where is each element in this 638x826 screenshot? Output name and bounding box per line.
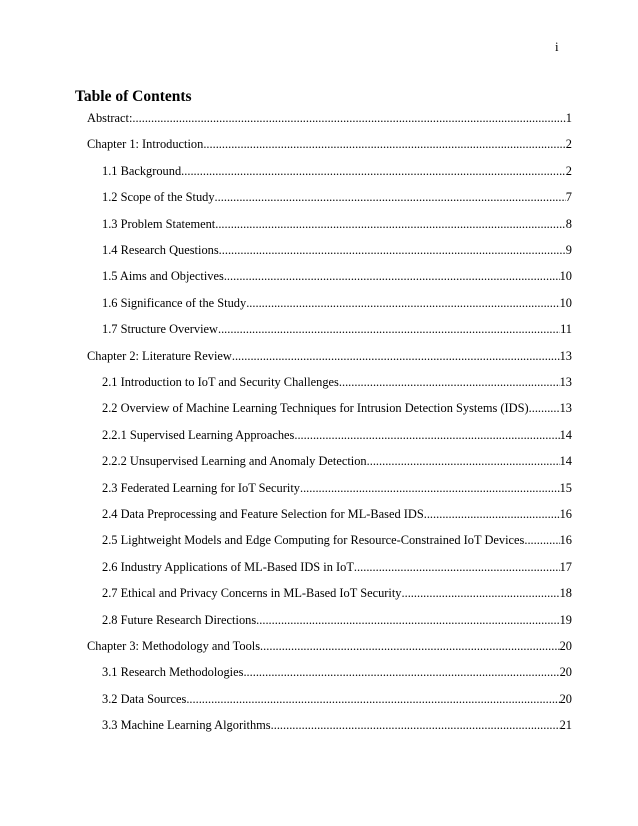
toc-dot-leader: [181, 162, 566, 180]
toc-entry-label: 2.4 Data Preprocessing and Feature Selection for ML-Based IDS: [102, 507, 424, 521]
toc-entry-page-number: 10: [559, 269, 572, 284]
toc-entry-page-number: 13: [559, 401, 572, 416]
toc-entry[interactable]: [102, 373, 572, 391]
toc-entry-page-number: 11: [560, 322, 572, 337]
toc-dot-leader: [218, 320, 560, 338]
toc-entry[interactable]: [102, 399, 572, 417]
toc-dot-leader: [354, 558, 560, 576]
toc-title: Table of Contents: [75, 88, 192, 105]
toc-entry-page-number: 21: [559, 718, 572, 733]
toc-entry-label: 1.2 Scope of the Study: [102, 190, 215, 205]
toc-entry-label: 2.7 Ethical and Privacy Concerns in ML-Based IoT Security: [102, 586, 402, 601]
toc-entry[interactable]: [102, 294, 572, 312]
toc-entry-page-number: 17: [559, 559, 572, 574]
toc-entry-label: 2.2.1 Supervised Learning Approaches: [102, 427, 295, 442]
toc-entry-page-number: 19: [559, 612, 572, 627]
toc-entry-label: 1.7 Structure Overview: [102, 322, 218, 337]
toc-dot-leader: [232, 347, 560, 365]
toc-dot-leader: [271, 716, 560, 734]
toc-dot-leader: [203, 135, 565, 153]
toc-entry-page-number: 20: [559, 639, 572, 653]
toc-entry-page-number: 1: [565, 111, 572, 125]
toc-entry-page-number: 18: [559, 586, 572, 601]
toc-entry[interactable]: [102, 690, 572, 708]
toc-entry-page-number: 16: [559, 507, 572, 521]
toc-dot-leader: [529, 399, 560, 417]
toc-entry-page-number: 14: [559, 454, 572, 469]
toc-entry-label: 1.6 Significance of the Study: [102, 295, 247, 310]
toc-entry-page-number: 15: [559, 480, 572, 495]
toc-dot-leader: [256, 611, 559, 629]
toc-entry-label: 3.3 Machine Learning Algorithms: [102, 718, 271, 733]
toc-entry[interactable]: [102, 215, 572, 233]
toc-dot-leader: [224, 267, 560, 285]
toc-entry[interactable]: [102, 584, 572, 602]
toc-entry-page-number: 2: [565, 163, 572, 178]
toc-entry[interactable]: [102, 479, 572, 497]
toc-dot-leader: [339, 373, 560, 391]
toc-entry-page-number: 7: [565, 190, 572, 205]
toc-entry-label: Chapter 2: Literature Review: [87, 348, 232, 363]
toc-dot-leader: [402, 584, 560, 602]
toc-dot-leader: [294, 426, 559, 444]
page-number: i: [555, 39, 559, 54]
toc-entry[interactable]: [102, 611, 572, 629]
toc-entry-page-number: 2: [565, 137, 572, 152]
toc-dot-leader: [260, 637, 560, 655]
toc-entry-page-number: 13: [559, 375, 572, 389]
toc-dot-leader: [132, 109, 565, 127]
toc-dot-leader: [215, 188, 566, 206]
toc-entry[interactable]: [102, 188, 572, 206]
toc-entry-label: 2.8 Future Research Directions: [102, 612, 257, 627]
toc-entry[interactable]: [102, 452, 572, 470]
toc-entry[interactable]: [102, 663, 572, 681]
toc-dot-leader: [219, 241, 566, 259]
toc-entry-page-number: 20: [559, 691, 572, 706]
toc-entry-label: 1.1 Background: [102, 163, 182, 178]
toc-entry[interactable]: [102, 531, 572, 549]
toc-entry-label: 2.2.2 Unsupervised Learning and Anomaly Detection: [102, 454, 367, 469]
toc-entry[interactable]: [102, 716, 572, 734]
toc-entry[interactable]: [87, 347, 572, 365]
toc-entry-label: 2.6 Industry Applications of ML-Based IDS in IoT: [102, 559, 354, 574]
toc-entry[interactable]: [102, 241, 572, 259]
toc-entry-label: Chapter 3: Methodology and Tools: [87, 639, 261, 653]
toc-entry-label: 1.4 Research Questions: [102, 243, 219, 257]
toc-dot-leader: [367, 452, 560, 470]
toc-entry-label: 2.1 Introduction to IoT and Security Challenges: [102, 375, 339, 389]
toc-entry[interactable]: [87, 135, 572, 153]
toc-dot-leader: [246, 294, 559, 312]
toc-entry-page-number: 16: [559, 533, 572, 548]
toc-dot-leader: [424, 505, 560, 523]
toc-entry-page-number: 14: [559, 427, 572, 442]
toc-entry-label: 2.3 Federated Learning for IoT Security: [102, 480, 300, 495]
toc-entry-label: Abstract:: [87, 111, 133, 125]
toc-dot-leader: [186, 690, 559, 708]
toc-entry[interactable]: [102, 426, 572, 444]
toc-entry-page-number: 10: [559, 295, 572, 310]
toc-entry-page-number: 9: [565, 243, 572, 257]
toc-entry[interactable]: [102, 558, 572, 576]
toc-entry-page-number: 8: [565, 216, 572, 231]
toc-entry-page-number: 20: [559, 665, 572, 680]
toc-dot-leader: [300, 479, 560, 497]
toc-entry[interactable]: [87, 637, 572, 655]
toc-dot-leader: [243, 663, 559, 681]
toc-entry-label: 3.1 Research Methodologies: [102, 665, 244, 680]
toc-dot-leader: [215, 215, 566, 233]
toc-entry-page-number: 13: [559, 348, 572, 363]
toc-entry-label: Chapter 1: Introduction: [87, 137, 204, 152]
toc-entry-label: 2.5 Lightweight Models and Edge Computing for Resource-Constrained IoT Devices: [102, 533, 525, 548]
toc-entry[interactable]: [102, 267, 572, 285]
toc-entry-label: 3.2 Data Sources: [102, 691, 187, 706]
toc-entry-label: 1.3 Problem Statement: [102, 216, 216, 231]
toc-entry-label: 1.5 Aims and Objectives: [102, 269, 224, 284]
toc-dot-leader: [524, 531, 559, 549]
toc-entry[interactable]: [87, 109, 572, 127]
toc-entry[interactable]: [102, 162, 572, 180]
toc-entry[interactable]: [102, 505, 572, 523]
toc-entry-label: 2.2 Overview of Machine Learning Techniques for Intrusion Detection Systems (IDS): [102, 401, 529, 416]
toc-entry[interactable]: [102, 320, 572, 338]
